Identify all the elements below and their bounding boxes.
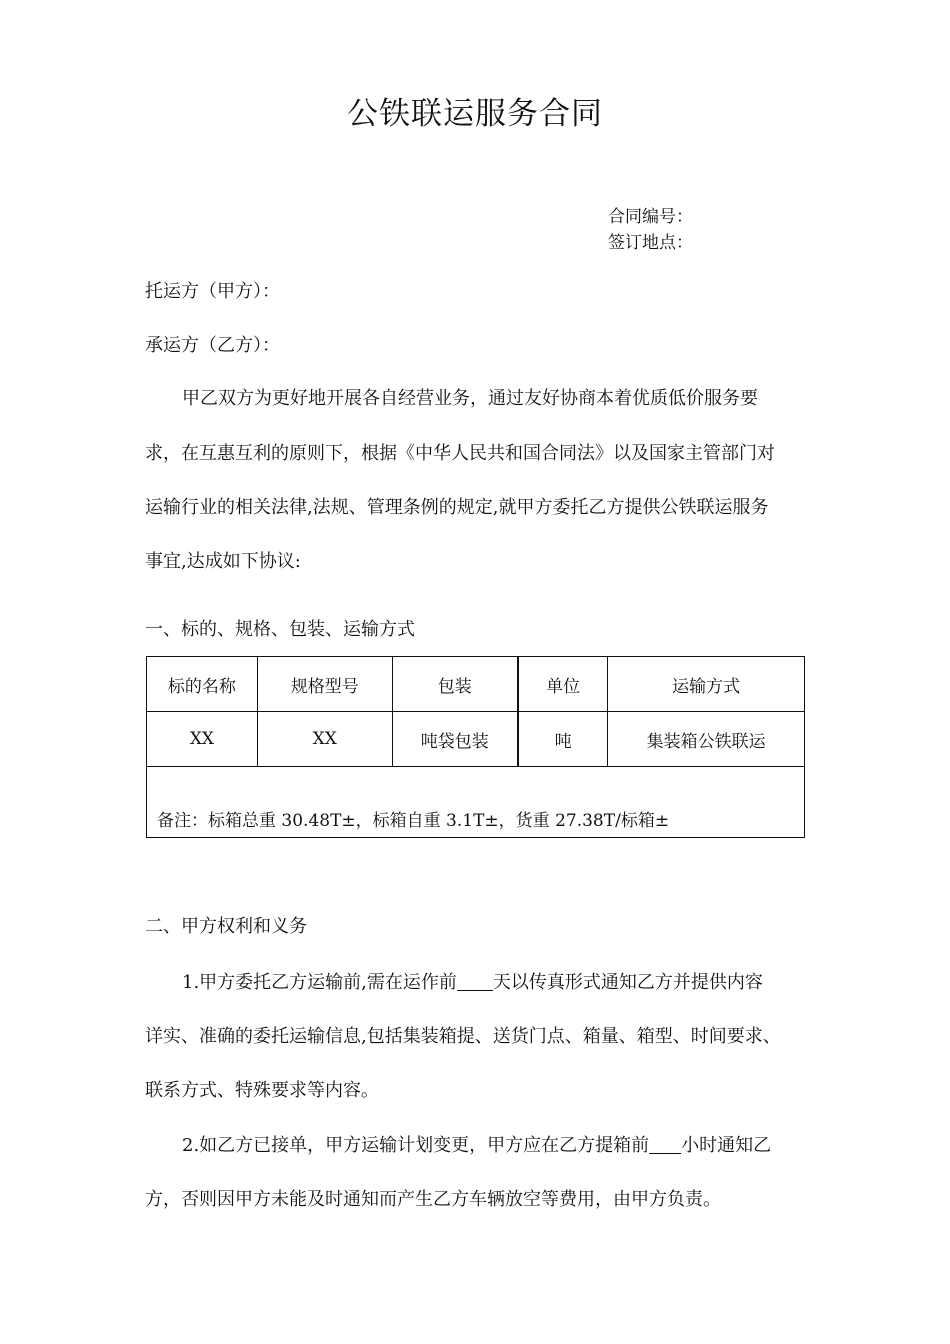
header-cell-transport: 运输方式 xyxy=(608,657,805,712)
clause-2-line-1 xyxy=(182,1131,771,1157)
intro-line-1: 甲乙双方为更好地开展各自经营业务，通过友好协商本着优质低价服务要 xyxy=(182,388,758,409)
clause-2-text-a: 2.如乙方已接单，甲方运输计划变更，甲方应在乙方提箱前 xyxy=(182,1135,650,1156)
table-note: 备注：标箱总重 30.48T±，标箱自重 3.1T±，货重 27.38T/标箱± xyxy=(147,767,805,838)
clause-1-line-1 xyxy=(182,968,763,994)
header-cell-spec: 规格型号 xyxy=(257,657,392,712)
contract-number-label: 合同编号： xyxy=(608,207,693,227)
clause-1-text-a: 1.甲方委托乙方运输前,需在运作前 xyxy=(182,972,457,993)
intro-line-3: 运输行业的相关法律,法规、管理条例的规定,就甲方委托乙方提供公铁联运服务 xyxy=(145,497,769,518)
intro-line-4: 事宜,达成如下协议: xyxy=(145,551,301,572)
header-cell-packaging: 包装 xyxy=(392,657,518,712)
cell-unit: 吨 xyxy=(518,712,608,767)
table-row xyxy=(147,712,805,767)
sign-place-label: 签订地点： xyxy=(608,233,693,253)
header-cell-name: 标的名称 xyxy=(147,657,258,712)
cell-name: XX xyxy=(147,712,258,767)
intro-line-2: 求，在互惠互利的原则下，根据《中华人民共和国合同法》以及国家主管部门对 xyxy=(145,443,775,464)
spec-table xyxy=(146,656,805,838)
hours-blank[interactable] xyxy=(649,1135,681,1154)
page-title: 公铁联运服务合同 xyxy=(347,96,603,132)
cell-spec: XX xyxy=(257,712,392,767)
table-header-row xyxy=(147,657,805,712)
clause-1-line-2: 详实、准确的委托运输信息,包括集装箱提、送货门点、箱量、箱型、时间要求、 xyxy=(145,1026,781,1047)
party-b-label: 承运方（乙方）： xyxy=(145,335,280,356)
cell-packaging: 吨袋包装 xyxy=(392,712,518,767)
clause-2-line-2: 方，否则因甲方未能及时通知而产生乙方车辆放空等费用，由甲方负责。 xyxy=(145,1189,721,1210)
section-1-title: 一、标的、规格、包装、运输方式 xyxy=(145,619,415,640)
clause-2-text-b: 小时通知乙 xyxy=(681,1135,772,1156)
table-note-row xyxy=(147,767,805,838)
cell-transport: 集装箱公铁联运 xyxy=(608,712,805,767)
days-blank[interactable] xyxy=(457,972,493,991)
clause-1-text-b: 天以传真形式通知乙方并提供内容 xyxy=(492,972,763,993)
section-2-title: 二、甲方权利和义务 xyxy=(145,916,307,937)
header-cell-unit: 单位 xyxy=(518,657,608,712)
clause-1-line-3: 联系方式、特殊要求等内容。 xyxy=(145,1080,379,1101)
party-a-label: 托运方（甲方）： xyxy=(145,281,280,302)
